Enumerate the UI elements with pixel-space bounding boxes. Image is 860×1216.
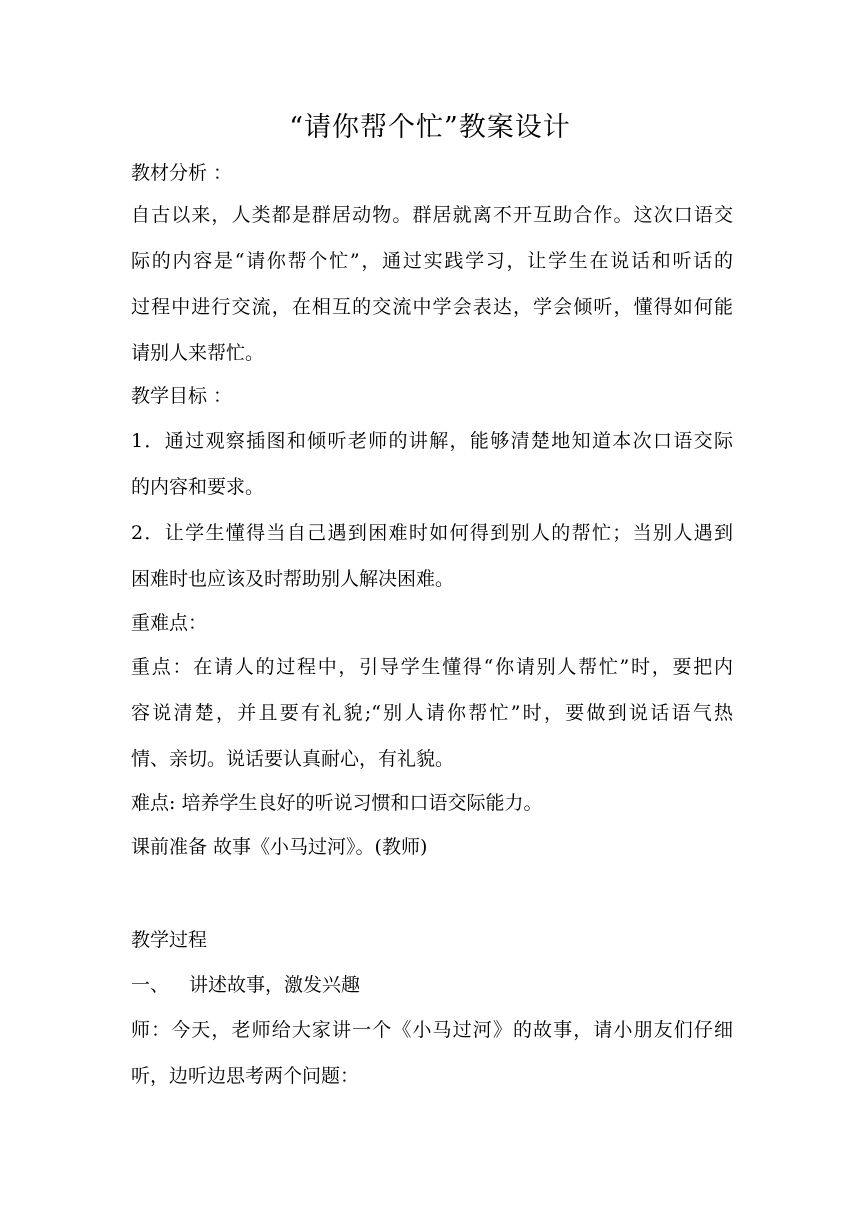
difficult-point-line: 难点: 培养学生良好的听说习惯和口语交际能力。: [131, 792, 543, 814]
goal-item-line: 困难时也应该及时帮助别人解决困难。: [131, 568, 455, 590]
paragraph-line: 请别人来帮忙。: [131, 342, 265, 364]
preparation-line: 课前准备 故事《小马过河》。(教师): [131, 836, 428, 858]
paragraph-line: 过程中进行交流，在相互的交流中学会表达，学会倾听，懂得如何能: [131, 296, 733, 318]
section-number: 一、: [131, 974, 170, 996]
paragraph-line: 听，边听边思考两个问题：: [131, 1065, 360, 1087]
heading-textbook-analysis: 教材分析 ：: [131, 162, 233, 184]
section-title: 讲述故事，激发兴趣: [189, 974, 361, 996]
paragraph-line: 师：今天，老师给大家讲一个《小马过河》的故事，请小朋友们仔细: [131, 1019, 733, 1041]
heading-teaching-process: 教学过程: [131, 929, 208, 951]
document-title: “请你帮个忙”教案设计: [289, 112, 571, 143]
section-heading: [131, 970, 733, 1000]
goal-item-line: 1．通过观察插图和倾听老师的讲解，能够清楚地知道本次口语交际: [131, 430, 733, 452]
key-point-line: 重点：在请人的过程中，引导学生懂得“你请别人帮忙”时，要把内: [131, 656, 733, 678]
goal-item-line: 2．让学生懂得当自己遇到困难时如何得到别人的帮忙；当别人遇到: [131, 522, 733, 544]
goal-item-line: 的内容和要求。: [131, 476, 265, 498]
heading-teaching-goals: 教学目标 ：: [131, 385, 233, 407]
key-point-line: 情、亲切。说话要认真耐心，有礼貌。: [131, 748, 455, 770]
heading-key-difficult-points: 重难点：: [131, 612, 208, 634]
paragraph-line: 际的内容是“请你帮个忙”，通过实践学习，让学生在说话和听话的: [131, 250, 733, 272]
key-point-line: 容说清楚，并且要有礼貌;“别人请你帮忙”时，要做到说话语气热: [131, 702, 733, 724]
paragraph-line: 自古以来，人类都是群居动物。群居就离不开互助合作。这次口语交: [131, 204, 733, 226]
